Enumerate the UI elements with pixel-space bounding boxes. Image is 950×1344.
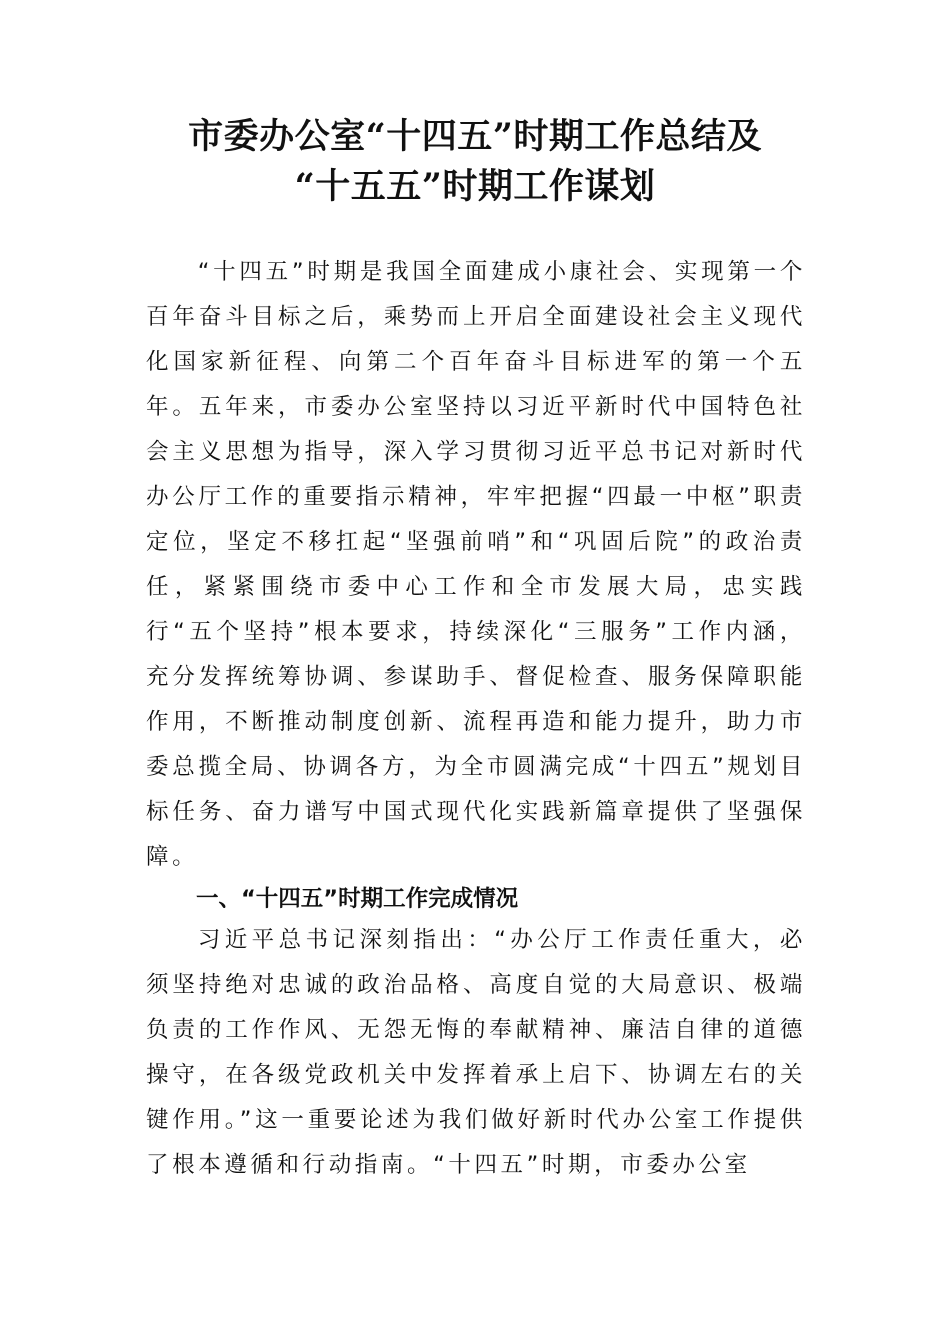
document-title: [100, 112, 850, 212]
title-line-2: “十五五”时期工作谋划: [294, 166, 656, 207]
intro-paragraph: “十四五”时期是我国全面建成小康社会、实现第一个百年奋斗目标之后，乘势而上开启全面建设社会主义现代化国家新征程、向第二个百年奋斗目标进军的第一个五年。五年来，市委办公室坚持以习近平新时代中国特色社会主义思想为指导，深入学习贯彻习近平总书记对新时代办公厅工作的重要指示精神，牢牢把握“四最一中枢”职责定位，坚定不移扛起“坚强前哨”和“巩固后院”的政治责任，紧紧围绕市委中心工作和全市发展大局，忠实践行“五个坚持”根本要求，持续深化“三服务”工作内涵，充分发挥统筹协调、参谋助手、督促检查、服务保障职能作用，不断推动制度创新、流程再造和能力提升，助力市委总揽全局、协调各方，为全市圆满完成“十四五”规划目标任务、奋力谱写中国式现代化实践新篇章提供了坚强保障。: [146, 259, 806, 870]
section-paragraph: 习近平总书记深刻指出：“办公厅工作责任重大，必须坚持绝对忠诚的政治品格、高度自觉的大局意识、极端负责的工作作风、无怨无悔的奉献精神、廉洁自律的道德操守，在各级党政机关中发挥着承上启下、协调左右的关键作用。”这一重要论述为我们做好新时代办公室工作提供了根本遵循和行动指南。“十四五”时期，市委办公室: [146, 927, 806, 1178]
section-heading: 一、“十四五”时期工作完成情况: [196, 886, 519, 912]
title-line-1: 市委办公室“十四五”时期工作总结及: [188, 116, 762, 157]
